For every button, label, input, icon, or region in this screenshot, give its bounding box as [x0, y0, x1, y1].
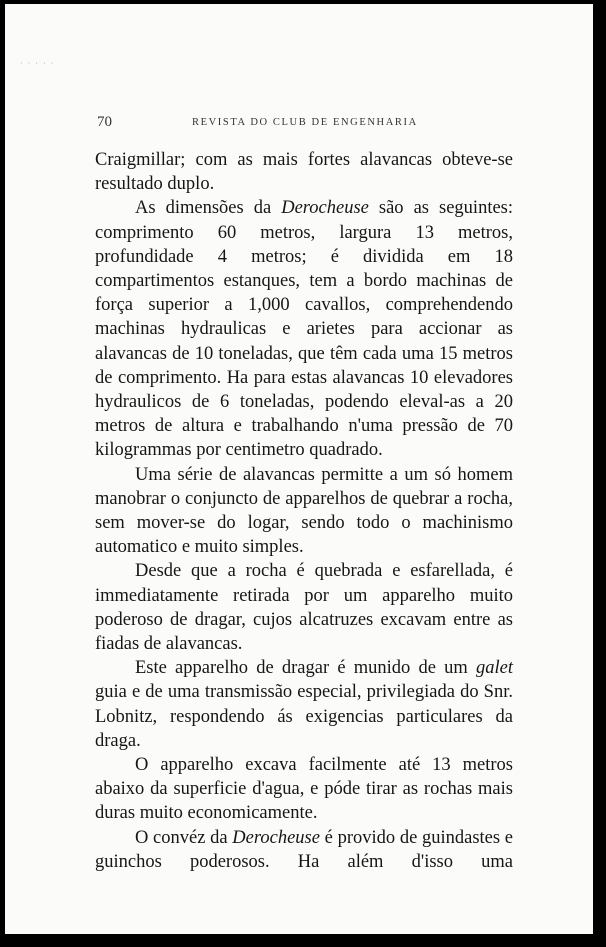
paragraph-7-text-b: é provido de guindastes e guinchos poderosos. Ha além d'isso uma — [95, 827, 513, 872]
journal-title: REVISTA DO CLUB DE ENGENHARIA — [192, 117, 418, 128]
paragraph-5-text-b: guia e de uma transmissão especial, privilegiada do Snr. Lobnitz, respondendo ás exigencias particulares da draga. — [95, 682, 513, 751]
paragraph-7-text-a: O convéz da — [135, 827, 233, 848]
paragraph-3-text: Uma série de alavancas permitte a um só homem manobrar o conjuncto de apparelhos de quebrar a rocha, sem mover-se do logar, sendo todo o machinismo automatico e muito simples. — [95, 464, 513, 558]
paragraph-6 — [95, 753, 513, 826]
paragraph-2-text-b: são as seguintes: comprimento 60 metros, largura 13 metros, profundidade 4 metros; é dividida em 18 compartimentos estanques, tem a bordo machinas de força superior a 1,000 cavallos, comprehendendo machinas hydraulicas e arietes para accionar as alavancas de 10 toneladas, que têm cada uma 15 metros de comprimento. Ha para estas alavancas 10 elevadores hydraulicos de 6 toneladas, podendo eleval-as a 20 metros de altura e trabalhando n'uma pressão de 70 kilogrammas por centimetro quadrado. — [95, 198, 514, 461]
paragraph-1 — [95, 148, 513, 196]
running-head — [97, 114, 517, 134]
vessel-name: Derocheuse — [281, 198, 369, 219]
galet-term: galet — [476, 658, 513, 679]
paragraph-3 — [95, 463, 513, 560]
book-page — [5, 4, 593, 934]
paragraph-2-text-a: As dimensões da — [135, 198, 282, 219]
paragraph-2 — [95, 196, 513, 462]
paragraph-1-line-1: Craigmillar; com as mais fortes alavancas obteve-se — [95, 150, 513, 170]
paragraph-4 — [95, 559, 513, 656]
paragraph-6-text: O apparelho excava facilmente até 13 metros abaixo da superficie d'agua, e póde tirar as rochas mais duras muito economicamente. — [95, 755, 513, 824]
body-text — [95, 148, 513, 874]
page-number: 70 — [97, 114, 112, 130]
paragraph-5-text-a: Este apparelho de dragar é munido de um — [135, 658, 476, 679]
paragraph-7 — [95, 826, 513, 874]
paragraph-5 — [95, 656, 513, 753]
margin-specks: ····· — [20, 59, 59, 68]
paragraph-1-line-2: resultado duplo. — [95, 174, 215, 195]
vessel-name-2: Derocheuse — [232, 827, 320, 848]
paragraph-4-text: Desde que a rocha é quebrada e esfarellada, é immediatamente retirada por um apparelho muito poderoso de dragar, cujos alcatruzes excavam entre as fiadas de alavancas. — [95, 561, 513, 655]
